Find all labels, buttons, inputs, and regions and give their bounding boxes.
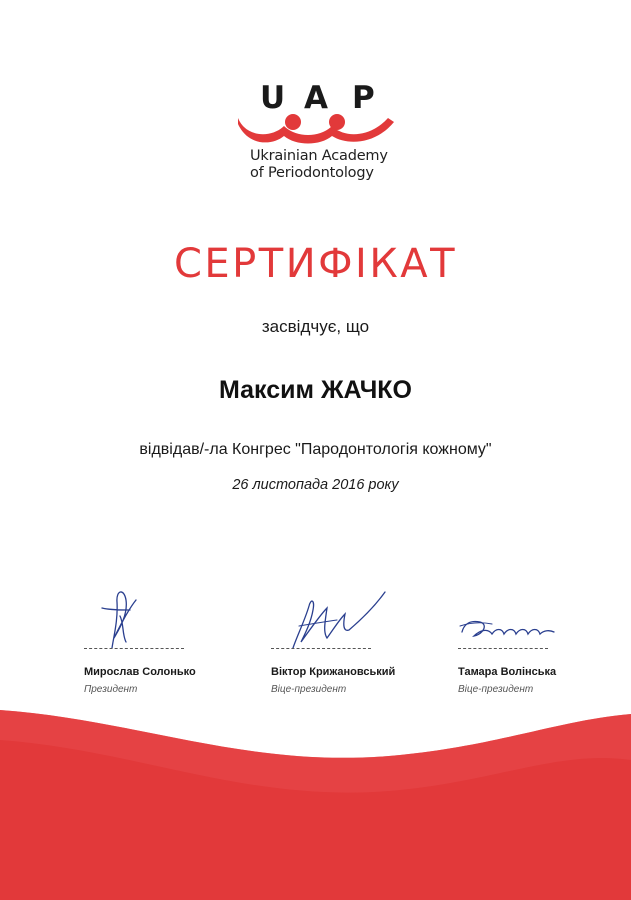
logo-letter-a: A (304, 80, 328, 116)
signatory-role: Віце-президент (271, 684, 347, 695)
logo-letter-p: P (352, 80, 375, 116)
bottom-wave-decoration (0, 700, 631, 900)
signatory-role: Віце-президент (458, 684, 534, 695)
logo-letter-u: U (260, 80, 286, 116)
logo-name-line1: Ukrainian Academy (250, 148, 388, 164)
signature-line (458, 648, 548, 649)
logo-name (250, 148, 410, 182)
signatory-name: Тамара Волінська (458, 666, 557, 678)
signature-line (271, 648, 371, 649)
logo-name-line2: of Periodontology (250, 165, 374, 181)
logo-wave-icon (236, 112, 396, 148)
signatory-role: Президент (84, 684, 138, 695)
signature-line (84, 648, 184, 649)
event-date: 26 листопада 2016 року (232, 477, 399, 493)
recipient-name: Максим ЖАЧКО (219, 376, 412, 404)
signatory-name: Мирослав Солонько (84, 666, 196, 678)
signatory-2 (271, 580, 411, 700)
signatory-1 (84, 580, 224, 700)
signatory-3 (458, 580, 598, 700)
certificate-title: СЕРТИФІКАТ (173, 241, 458, 287)
event-description: відвідав/-ла Конгрес "Пародонтологія кожному" (139, 441, 492, 458)
certificate-subtitle: засвідчує, що (261, 317, 370, 336)
uap-logo (236, 82, 396, 187)
signatory-name: Віктор Крижановський (271, 666, 396, 678)
